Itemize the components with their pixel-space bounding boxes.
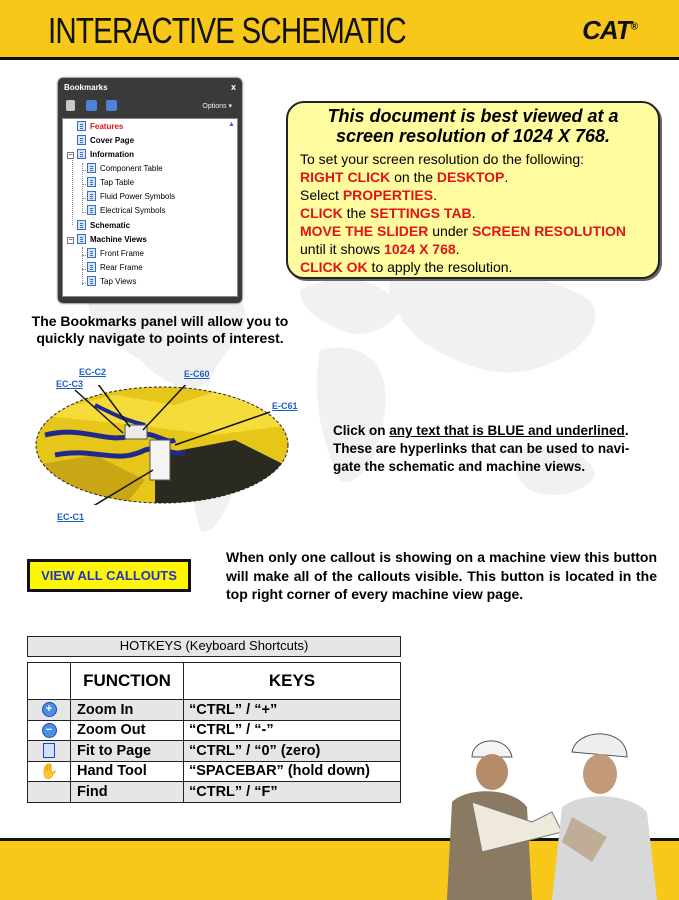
view-all-callouts-button[interactable]: VIEW ALL CALLOUTS bbox=[27, 559, 191, 592]
zoom-in-icon: + bbox=[42, 702, 57, 717]
cat-logo: CAT® bbox=[582, 15, 637, 45]
bookmark-machine-views[interactable]: Machine Views bbox=[77, 234, 147, 244]
bookmarks-caption: The Bookmarks panel will allow you to quickly navigate to points of interest. bbox=[31, 313, 289, 346]
bookmarks-toolbar bbox=[64, 100, 236, 114]
bookmarks-title: Bookmarks bbox=[64, 83, 108, 92]
hotkeys-title: HOTKEYS (Keyboard Shortcuts) bbox=[27, 636, 401, 657]
instruction-line: To set your screen resolution do the following: bbox=[300, 151, 585, 167]
callout-ec-c3[interactable]: EC-C3 bbox=[56, 379, 84, 389]
page-icon bbox=[43, 743, 55, 758]
page-icon bbox=[87, 177, 96, 187]
table-row: Find “CTRL” / “F” bbox=[28, 782, 401, 803]
workers-photo bbox=[412, 712, 679, 900]
page-icon bbox=[77, 234, 86, 244]
icon-header bbox=[28, 663, 71, 700]
table-row: ✋ Hand Tool “SPACEBAR” (hold down) bbox=[28, 761, 401, 782]
instruction-line: RIGHT CLICK on the DESKTOP. bbox=[300, 169, 509, 185]
callout-ec-c1[interactable]: EC-C1 bbox=[57, 512, 85, 522]
callout-ec-c2[interactable]: EC-C2 bbox=[79, 367, 107, 377]
page-icon bbox=[87, 276, 96, 286]
scroll-up-icon[interactable]: ▲ bbox=[228, 121, 235, 128]
callout-e-c61[interactable]: E-C61 bbox=[272, 401, 298, 411]
callout-e-c60[interactable]: E-C60 bbox=[184, 369, 210, 379]
keys-header: KEYS bbox=[184, 663, 401, 700]
bookmarks-tree bbox=[62, 118, 238, 297]
bookmark-fluid-power-symbols[interactable]: Fluid Power Symbols bbox=[87, 191, 175, 201]
bookmark-component-table[interactable]: Component Table bbox=[87, 163, 163, 173]
instruction-line: CLICK the SETTINGS TAB. bbox=[300, 205, 476, 221]
bookmark-rear-frame[interactable]: Rear Frame bbox=[87, 262, 143, 272]
page-icon bbox=[77, 220, 86, 230]
bookmark-cover-page[interactable]: Cover Page bbox=[77, 135, 134, 145]
hotkeys-table bbox=[27, 662, 401, 803]
instruction-line: until it shows 1024 X 768. bbox=[300, 241, 460, 257]
expand-machine-views-icon[interactable]: − bbox=[68, 237, 73, 244]
page-icon bbox=[77, 121, 86, 131]
page-icon bbox=[87, 262, 96, 272]
close-icon[interactable]: x bbox=[230, 82, 236, 92]
page-icon bbox=[87, 205, 96, 215]
options-menu[interactable]: Options ▾ bbox=[202, 103, 232, 110]
bookmarks-panel bbox=[58, 78, 242, 303]
hyperlink-note: Click on any text that is BLUE and underlined. These are hyperlinks that can be used to navi-gate the schematic and machine views. bbox=[333, 423, 630, 474]
table-row: Fit to Page “CTRL” / “0” (zero) bbox=[28, 741, 401, 762]
bookmark-tap-table[interactable]: Tap Table bbox=[87, 177, 134, 187]
bookmark-menu-icon[interactable] bbox=[106, 100, 117, 111]
bookmark-tap-views[interactable]: Tap Views bbox=[87, 276, 136, 286]
bookmark-information[interactable]: Information bbox=[77, 149, 134, 159]
instruction-line: CLICK OK to apply the resolution. bbox=[300, 259, 513, 275]
expand-information-icon[interactable]: − bbox=[68, 152, 73, 159]
bookmark-front-frame[interactable]: Front Frame bbox=[87, 248, 144, 258]
page-icon bbox=[87, 163, 96, 173]
hand-icon: ✋ bbox=[39, 763, 59, 781]
page-icon bbox=[77, 135, 86, 145]
zoom-out-icon: − bbox=[42, 723, 57, 738]
function-header: FUNCTION bbox=[71, 663, 184, 700]
trash-icon[interactable] bbox=[66, 100, 75, 111]
callout-button-note: When only one callout is showing on a machine view this button will make all of the callouts visible. This button is located in the top right corner of every machine view page. bbox=[226, 549, 657, 602]
instruction-line: MOVE THE SLIDER under SCREEN RESOLUTION bbox=[300, 223, 626, 239]
instruction-line: Select PROPERTIES. bbox=[300, 187, 437, 203]
page-title: INTERACTIVE SCHEMATIC bbox=[48, 10, 406, 51]
header-banner bbox=[0, 0, 679, 60]
new-bookmark-icon[interactable] bbox=[86, 100, 97, 111]
table-row: + Zoom In “CTRL” / “+” bbox=[28, 700, 401, 721]
bookmark-features[interactable]: Features bbox=[77, 121, 123, 131]
machine-detail-image bbox=[35, 385, 290, 505]
resolution-heading: This document is best viewed at a screen resolution of 1024 X 768. bbox=[327, 106, 619, 146]
resolution-info-box bbox=[286, 101, 660, 279]
bookmark-electrical-symbols[interactable]: Electrical Symbols bbox=[87, 205, 165, 215]
bookmark-schematic[interactable]: Schematic bbox=[77, 220, 130, 230]
page-icon bbox=[87, 191, 96, 201]
page-icon bbox=[77, 149, 86, 159]
table-row: − Zoom Out “CTRL” / “-” bbox=[28, 720, 401, 741]
page-icon bbox=[87, 248, 96, 258]
